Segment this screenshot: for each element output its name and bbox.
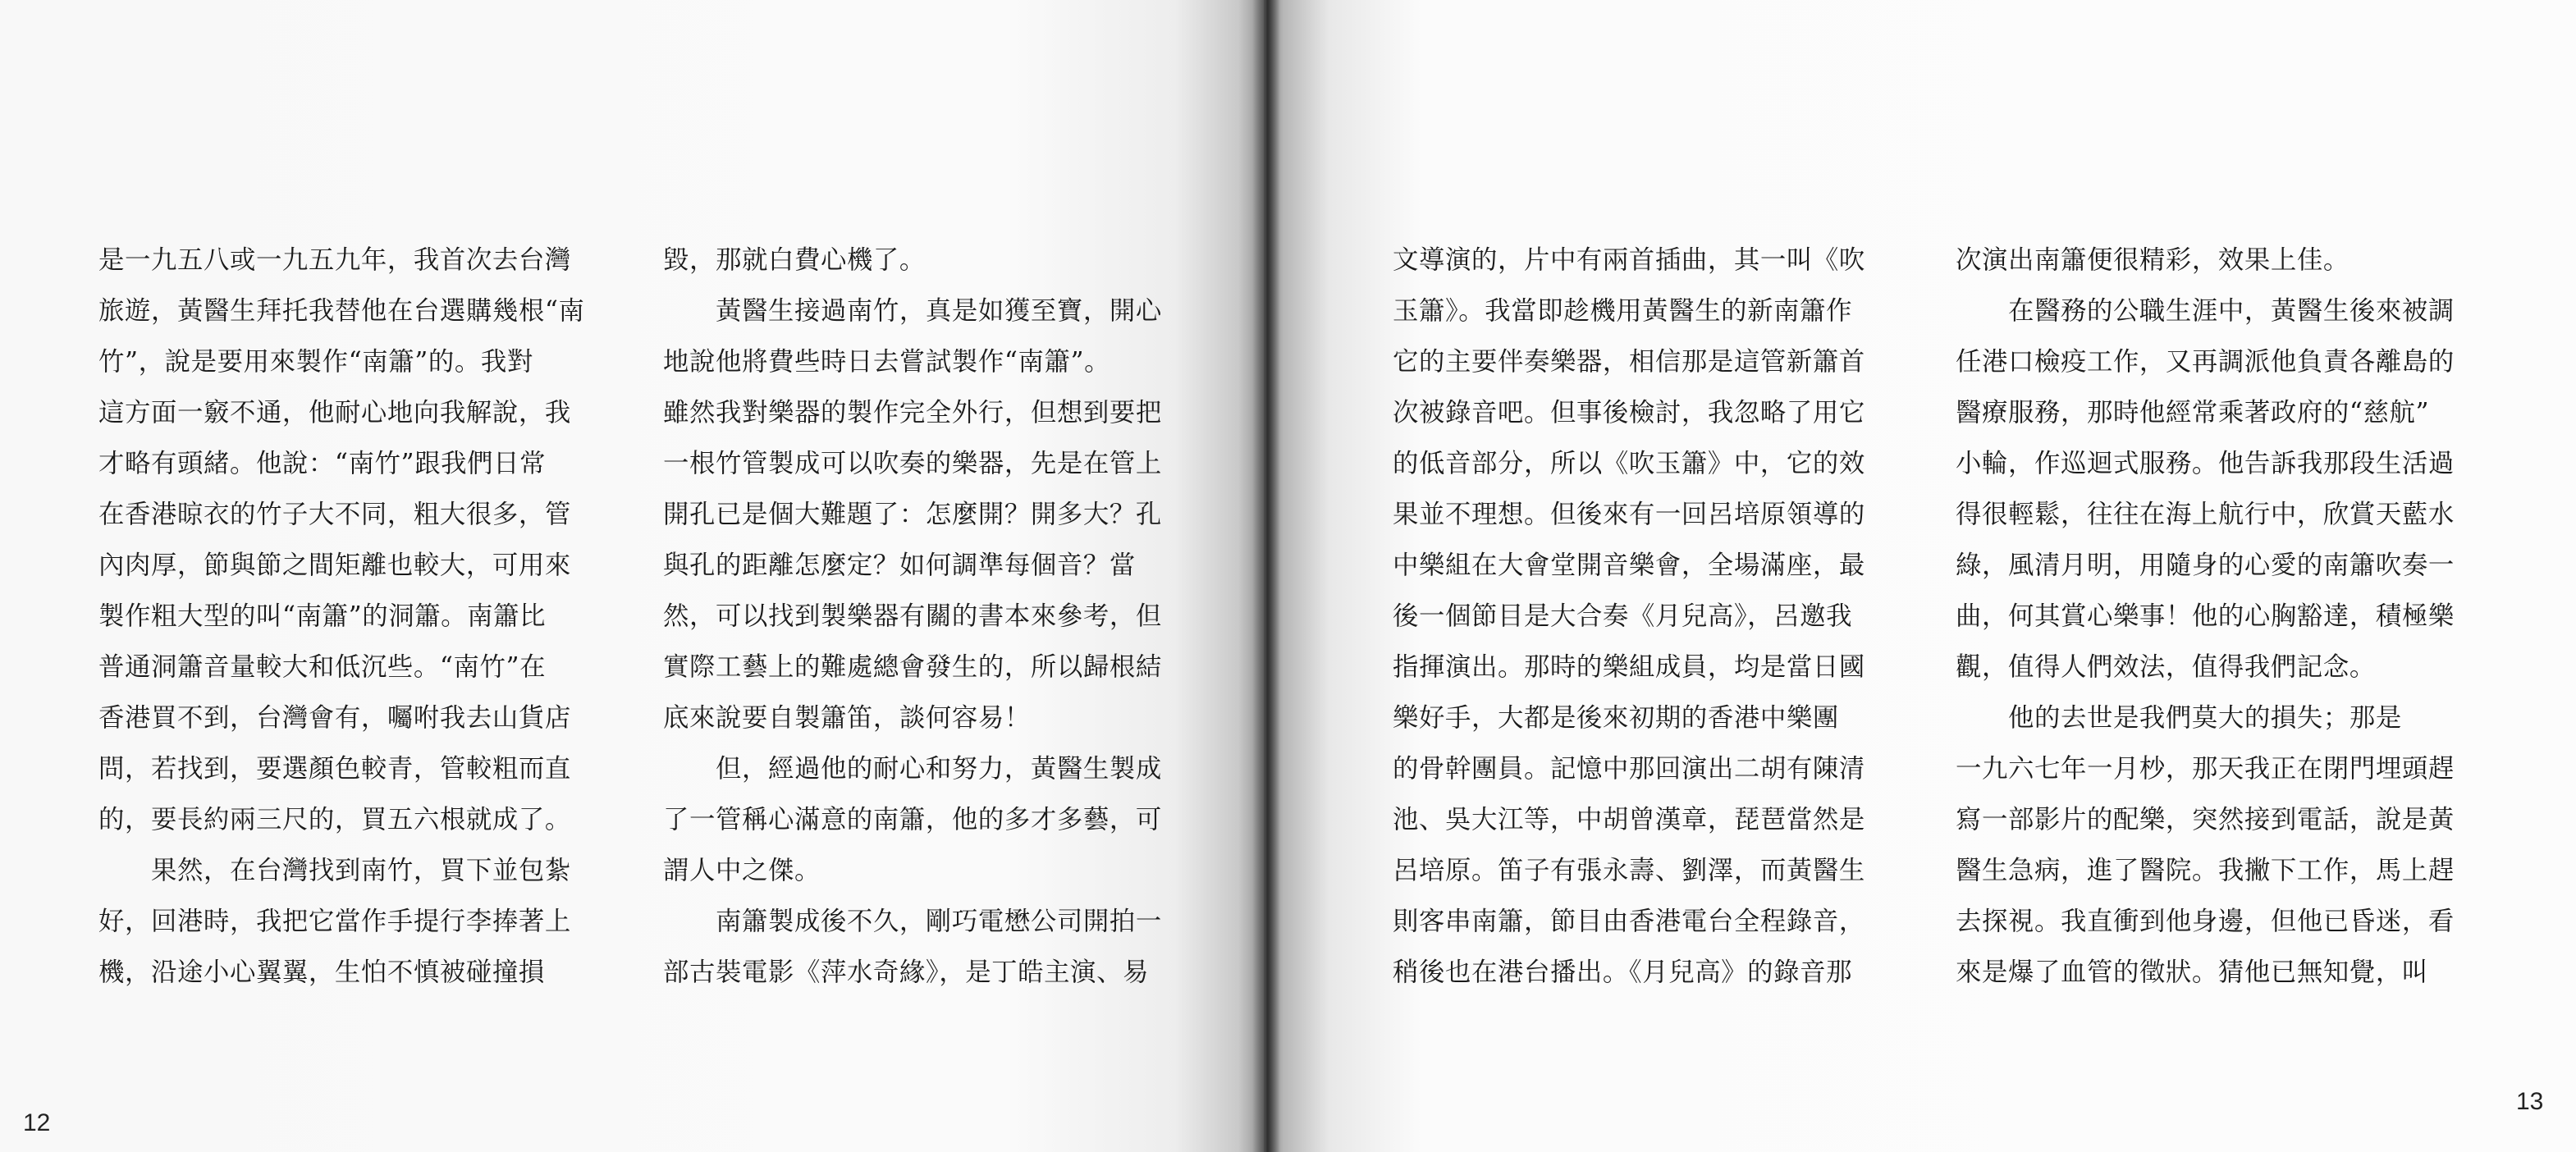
text-line: 南簫製成後不久，剛巧電懋公司開拍一 [663,907,1162,936]
text-line: 黃醫生接過南竹，真是如獲至寶，開心 [663,296,1162,326]
text-line: 則客串南簫，節目由香港電台全程錄音， [1393,907,1865,936]
text-line: 內肉厚，節與節之間矩離也較大，可用來 [98,551,571,580]
text-line: 果然，在台灣找到南竹，買下並包紮 [98,856,571,885]
text-line: 池、吳大江等，中胡曾漢章，琵琶當然是 [1393,805,1865,834]
text-line: 了一管稱心滿意的南簫，他的多才多藝，可 [663,805,1162,834]
text-line: 這方面一竅不通，他耐心地向我解說，我 [98,398,571,427]
text-column-3 [1393,235,1865,998]
text-line: 曲，何其賞心樂事！他的心胸豁達，積極樂 [1956,601,2455,631]
text-line: 製作粗大型的叫“南簫”的洞簫。南簫比 [98,601,547,631]
text-column-4 [1956,235,2455,998]
text-line: 小輪，作巡迴式服務。他告訴我那段生活過 [1956,449,2455,478]
text-line: 的骨幹團員。記憶中那回演出二胡有陳清 [1393,754,1865,784]
text-line: 然，可以找到製樂器有關的書本來參考，但 [663,601,1162,631]
text-column-2 [663,235,1162,998]
text-line: 得很輕鬆，往往在海上航行中，欣賞天藍水 [1956,500,2455,529]
text-line: 他的去世是我們莫大的損失；那是 [1956,703,2402,733]
text-line: 醫療服務，那時他經常乘著政府的“慈航” [1956,398,2430,427]
text-line: 次被錄音吧。但事後檢討，我忽略了用它 [1393,398,1865,427]
text-line: 指揮演出。那時的樂組成員，均是當日國 [1393,652,1865,682]
text-line: 是一九五八或一九五九年，我首次去台灣 [98,245,571,275]
text-line: 地說他將費些時日去嘗試製作“南簫”。 [663,347,1111,377]
text-line: 毀，那就白費心機了。 [663,245,926,275]
text-line: 呂培原。笛子有張永壽、劉澤，而黃醫生 [1393,856,1865,885]
left-page [0,0,1264,1152]
text-line: 一根竹管製成可以吹奏的樂器，先是在管上 [663,449,1162,478]
text-line: 香港買不到，台灣會有，囑咐我去山貨店 [98,703,571,733]
text-line: 次演出南簫便很精彩，效果上佳。 [1956,245,2350,275]
text-line: 文導演的，片中有兩首插曲，其一叫《吹 [1393,245,1865,275]
text-line: 中樂組在大會堂開音樂會，全場滿座，最 [1393,551,1865,580]
text-line: 在香港晾衣的竹子大不同，粗大很多，管 [98,500,571,529]
text-line: 與孔的距離怎麼定？如何調準每個音？當 [663,551,1136,580]
text-line: 底來說要自製簫笛，談何容易！ [663,703,1031,733]
text-line: 樂好手，大都是後來初期的香港中樂團 [1393,703,1839,733]
text-line: 旅遊，黃醫生拜托我替他在台選購幾根“南 [98,296,585,326]
page-number-left: 12 [23,1109,51,1136]
text-line: 部古裝電影《萍水奇緣》，是丁皓主演、易 [663,958,1150,987]
page-number-right: 13 [2516,1088,2544,1115]
text-line: 稍後也在港台播出。《月兒高》的錄音那 [1393,958,1853,987]
text-line: 來是爆了血管的徵狀。猜他已無知覺，叫 [1956,958,2428,987]
text-line: 的，要長約兩三尺的，買五六根就成了。 [98,805,571,834]
text-line: 一九六七年一月杪，那天我正在閉門埋頭趕 [1956,754,2455,784]
text-line: 去探視。我直衝到他身邊，但他已昏迷，看 [1956,907,2455,936]
text-line: 後一個節目是大合奏《月兒高》，呂邀我 [1393,601,1853,631]
text-line: 雖然我對樂器的製作完全外行，但想到要把 [663,398,1162,427]
text-line: 機，沿途小心翼翼，生怕不慎被碰撞損 [98,958,545,987]
text-line: 玉簫》。我當即趁機用黃醫生的新南簫作 [1393,296,1853,326]
text-line: 竹”，說是要用來製作“南簫”的。我對 [98,347,533,377]
text-line: 問，若找到，要選顏色較青，管較粗而直 [98,754,571,784]
text-line: 綠，風清月明，用隨身的心愛的南簫吹奏一 [1956,551,2455,580]
text-line: 它的主要伴奏樂器，相信那是這管新簫首 [1393,347,1865,377]
text-line: 觀，值得人們效法，值得我們記念。 [1956,652,2376,682]
text-line: 普通洞簫音量較大和低沉些。“南竹”在 [98,652,547,682]
text-line: 寫一部影片的配樂，突然接到電話，說是黃 [1956,805,2455,834]
text-line: 醫生急病，進了醫院。我撇下工作，馬上趕 [1956,856,2455,885]
text-line: 謂人中之傑。 [663,856,821,885]
text-line: 任港口檢疫工作，又再調派他負責各離島的 [1956,347,2455,377]
text-line: 好，回港時，我把它當作手提行李捧著上 [98,907,571,936]
text-column-1 [98,235,584,998]
text-line: 但，經過他的耐心和努力，黃醫生製成 [663,754,1162,784]
text-line: 才略有頭緒。他說：“南竹”跟我們日常 [98,449,547,478]
book-spine-shadow [1252,0,1280,1152]
text-line: 的低音部分，所以《吹玉簫》中，它的效 [1393,449,1865,478]
text-line: 實際工藝上的難處總會發生的，所以歸根結 [663,652,1162,682]
text-line: 在醫務的公職生涯中，黃醫生後來被調 [1956,296,2455,326]
text-line: 果並不理想。但後來有一回呂培原領導的 [1393,500,1865,529]
text-line: 開孔已是個大難題了：怎麼開？開多大？孔 [663,500,1162,529]
